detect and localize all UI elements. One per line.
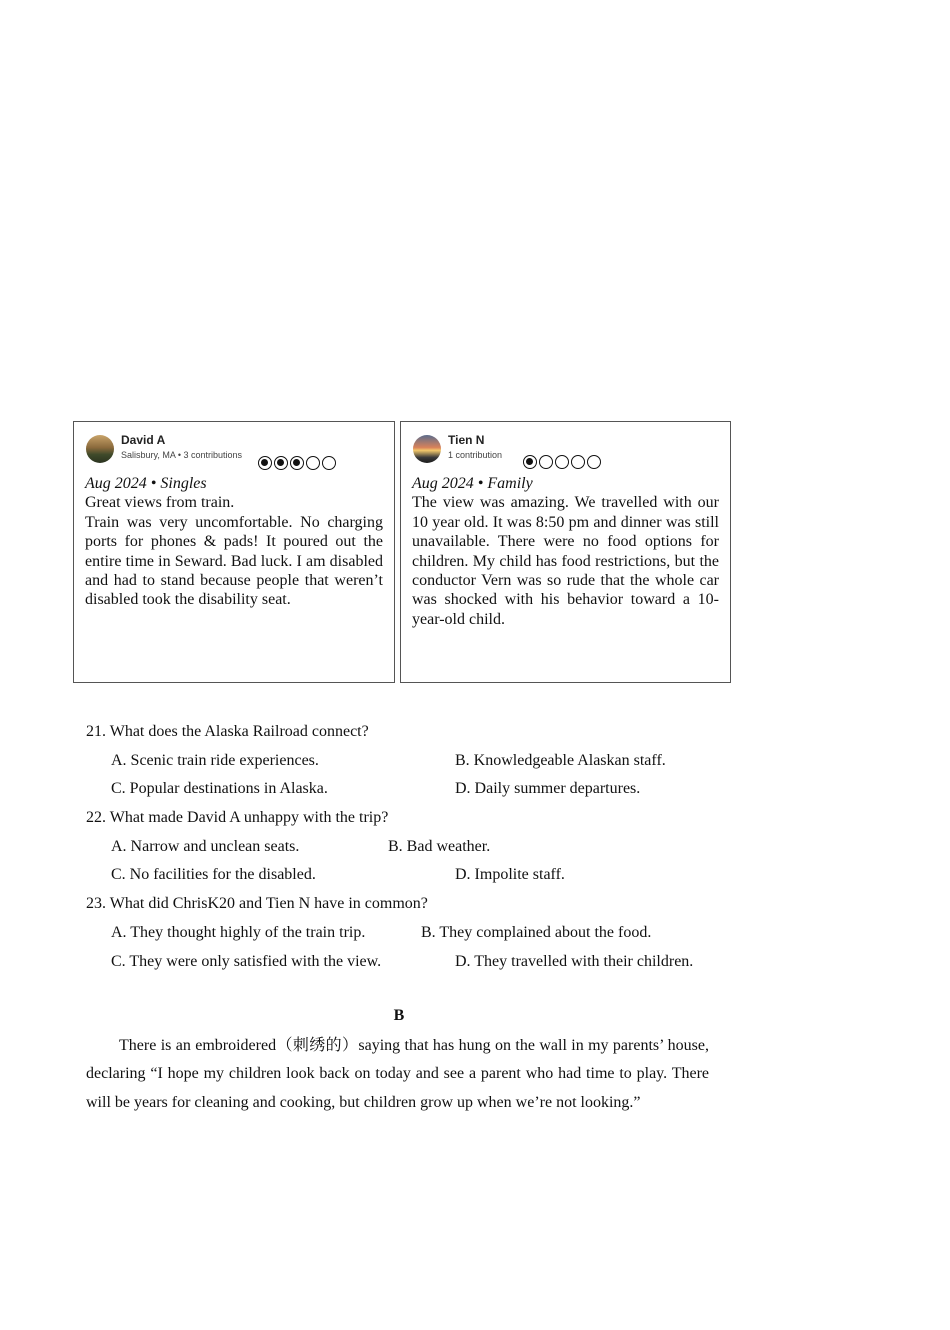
passage-paragraph: There is an embroidered（刺绣的）saying that has hung on the wall in my parents’ house, declaring “I hope my children look back on today and see a parent who had time to play. There will be years for cleaning and cooking, but children grow up when we’re not looking.” bbox=[86, 1037, 709, 1111]
option-c[interactable]: C. No facilities for the disabled. bbox=[111, 866, 316, 884]
option-b[interactable]: B. Bad weather. bbox=[388, 837, 491, 855]
review-date: Aug 2024 • Family bbox=[412, 475, 533, 492]
option-c[interactable]: C. Popular destinations in Alaska. bbox=[111, 780, 328, 798]
option-b[interactable]: B. Knowledgeable Alaskan staff. bbox=[455, 751, 666, 769]
rating-bubble-filled bbox=[274, 456, 288, 470]
option-a[interactable]: A. Narrow and unclean seats. bbox=[111, 837, 300, 855]
avatar bbox=[413, 435, 441, 463]
rating-bubble-empty bbox=[322, 456, 336, 470]
question-22-stem bbox=[86, 804, 716, 833]
question-stem: 23. What did ChrisK20 and Tien N have in common? bbox=[86, 895, 428, 913]
rating-bubble-filled bbox=[258, 456, 272, 470]
question-23-stem bbox=[86, 890, 716, 919]
rating-bubble-empty bbox=[571, 455, 585, 469]
avatar bbox=[86, 435, 114, 463]
question-23-options-ab bbox=[86, 919, 716, 948]
question-22-options-ab bbox=[86, 833, 716, 862]
option-a[interactable]: A. They thought highly of the train trip. bbox=[111, 923, 366, 941]
option-d[interactable]: D. Impolite staff. bbox=[455, 866, 565, 884]
section-heading: B bbox=[393, 1007, 405, 1024]
question-21-stem bbox=[86, 718, 716, 747]
option-b[interactable]: B. They complained about the food. bbox=[421, 923, 652, 941]
option-a[interactable]: A. Scenic train ride experiences. bbox=[111, 751, 319, 769]
option-d[interactable]: D. They travelled with their children. bbox=[455, 952, 694, 970]
questions bbox=[86, 718, 716, 976]
rating-bubble-empty bbox=[306, 456, 320, 470]
review-text: Train was very uncomfortable. No charging ports for phones & pads! It poured out the entire time in Seward. Bad luck. I am disabled and had to stand because people that weren’t disabled took the disability seat. bbox=[85, 513, 383, 609]
question-stem: 21. What does the Alaska Railroad connect? bbox=[86, 723, 369, 740]
reviewer-meta: 1 contribution bbox=[448, 450, 503, 460]
review-body bbox=[85, 474, 383, 610]
rating-bubbles bbox=[258, 456, 336, 470]
review-text: The view was amazing. We travelled with our 10 year old. It was 8:50 pm and dinner was still unavailable. There were no food options for children. My child has food restrictions, but the conductor Vern was so rude that the whole car was shocked with his behavior toward a 10-year-old child. bbox=[412, 494, 719, 628]
question-21-options-ab bbox=[86, 747, 716, 776]
option-d[interactable]: D. Daily summer departures. bbox=[455, 780, 641, 798]
reviewer-name: David A bbox=[121, 433, 166, 447]
review-card-david-a bbox=[73, 421, 395, 683]
question-22-options-cd bbox=[86, 861, 716, 890]
rating-bubble-filled bbox=[290, 456, 304, 470]
rating-bubble-empty bbox=[539, 455, 553, 469]
rating-bubble-empty bbox=[587, 455, 601, 469]
question-23-options-cd bbox=[86, 948, 716, 977]
rating-bubbles bbox=[523, 455, 601, 469]
review-body bbox=[412, 474, 719, 629]
review-card-tien-n bbox=[400, 421, 731, 683]
option-c[interactable]: C. They were only satisfied with the view. bbox=[111, 952, 382, 970]
reviewer-meta: Salisbury, MA • 3 contributions bbox=[121, 450, 243, 460]
reviewer-name: Tien N bbox=[448, 433, 485, 447]
rating-bubble-empty bbox=[555, 455, 569, 469]
rating-bubble-filled bbox=[523, 455, 537, 469]
review-title: Great views from train. bbox=[85, 494, 235, 512]
question-21-options-cd bbox=[86, 775, 716, 804]
question-stem: 22. What made David A unhappy with the trip? bbox=[86, 809, 389, 827]
review-date: Aug 2024 • Singles bbox=[85, 475, 207, 492]
